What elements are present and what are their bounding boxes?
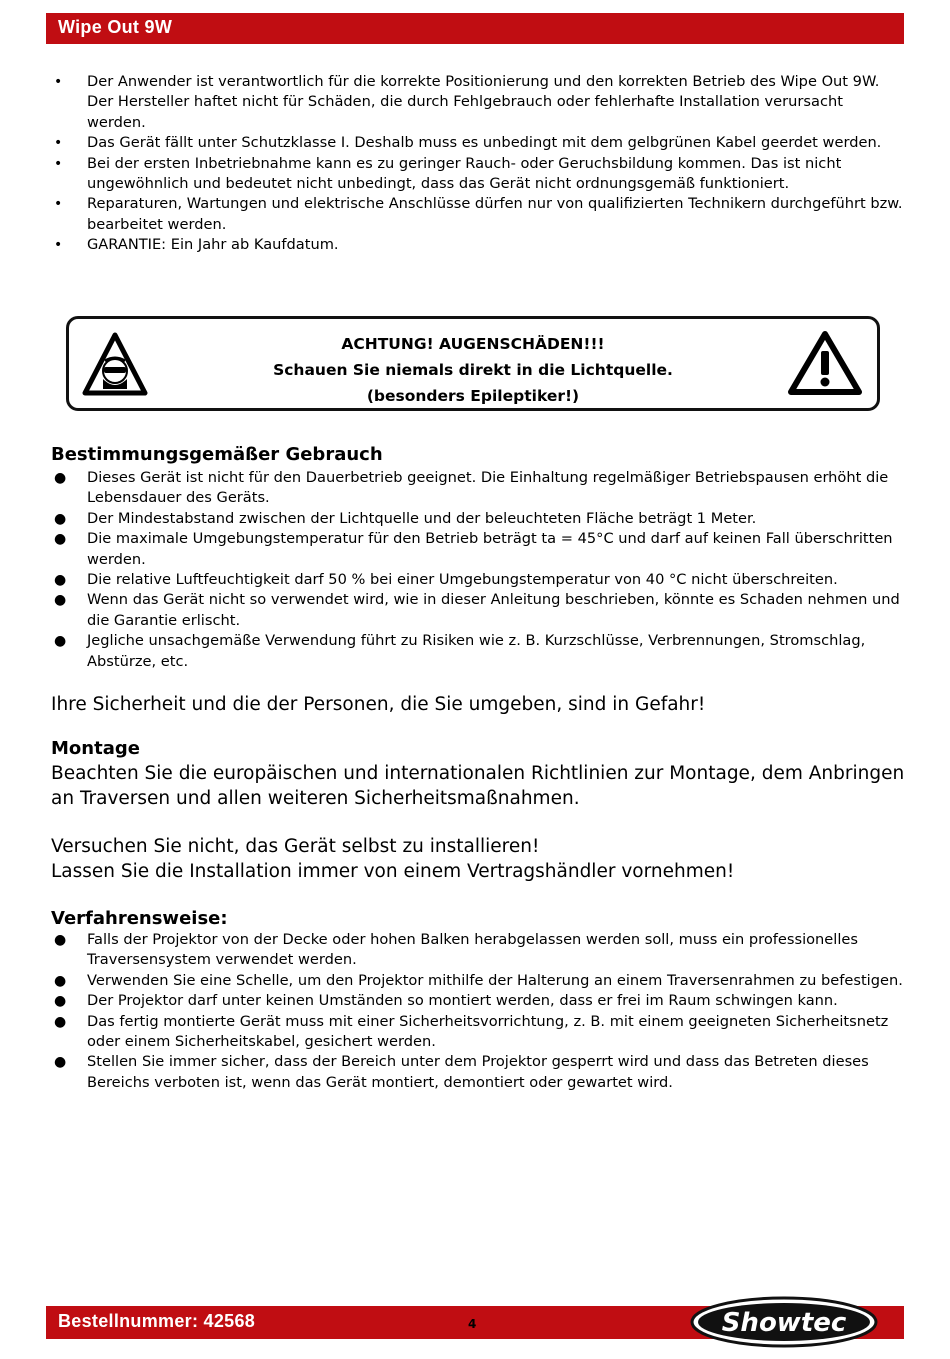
- warning-text: [69, 331, 877, 409]
- bullet-icon: ●: [54, 633, 67, 650]
- montage-paragraph-1: Beachten Sie die europäischen und internationalen Richtlinien zur Montage, dem Anbringen an Traversen und allen weiteren Sicherheitsmaßnahmen.: [51, 763, 905, 809]
- usage-bullet-list: [51, 468, 906, 672]
- list-item: ● Dieses Gerät ist nicht für den Dauerbetrieb geeignet. Die Einhaltung regelmäßiger Betriebspausen erhöht die Lebensdauer des Geräts.: [54, 469, 889, 507]
- list-item: ● Verwenden Sie eine Schelle, um den Projektor mithilfe der Halterung an einem Traversenrahmen zu befestigen.: [51, 971, 906, 991]
- bullet-icon: •: [54, 155, 63, 172]
- bullet-icon: •: [54, 196, 63, 213]
- bullet-icon: •: [54, 74, 63, 90]
- list-item: ● Wenn das Gerät nicht so verwendet wird, wie in dieser Anleitung beschrieben, könnte es Schaden nehmen und die Garantie erlischt.: [54, 591, 900, 629]
- warning-triangle-icon: [787, 329, 863, 401]
- usage-section: [51, 443, 906, 717]
- list-item: ● Stellen Sie immer sicher, dass der Bereich unter dem Projektor gesperrt wird und dass das Betreten dieses Bereichs verboten ist, wenn das Gerät montiert, demontiert oder gewartet wird.: [54, 1053, 869, 1091]
- order-number: Bestellnummer: 42568: [58, 1311, 256, 1331]
- procedure-heading: Verfahrensweise:: [51, 908, 228, 929]
- bullet-icon: ●: [54, 1054, 67, 1071]
- logo-text: Showtec: [721, 1308, 847, 1338]
- bullet-icon: ●: [54, 1013, 67, 1030]
- intro-section: [51, 72, 906, 256]
- header-bar: [46, 13, 904, 44]
- usage-heading: Bestimmungsgemäßer Gebrauch: [51, 444, 383, 465]
- montage-section: [51, 737, 906, 884]
- showtec-logo: [690, 1296, 878, 1348]
- warning-box: [66, 316, 880, 411]
- bullet-icon: ●: [54, 972, 67, 989]
- warning-line-2: Schauen Sie niemals direkt in die Lichtquelle.: [273, 361, 673, 379]
- montage-heading: Montage: [51, 738, 140, 759]
- page-number: 4: [468, 1317, 477, 1331]
- list-item: • GARANTIE: Ein Jahr ab Kaufdatum.: [51, 235, 906, 255]
- list-item: ● Die maximale Umgebungstemperatur für den Betrieb beträgt ta = 45°C und darf auf keinen Fall überschritten werden.: [54, 530, 893, 568]
- list-item: ● Der Mindestabstand zwischen der Lichtquelle und der beleuchteten Fläche beträgt 1 Meter.: [51, 509, 906, 529]
- list-item: • Der Anwender ist verantwortlich für die korrekte Positionierung und den korrekten Betrieb des Wipe Out 9W. Der Hersteller haftet nicht für Schäden, die durch Fehlgebrauch oder fehlerhafte Installation verursacht werden.: [54, 73, 880, 131]
- procedure-section: [51, 907, 906, 1093]
- list-item: ● Jegliche unsachgemäße Verwendung führt zu Risiken wie z. B. Kurzschlüsse, Verbrennungen, Stromschlag, Abstürze, etc.: [54, 632, 866, 670]
- safety-statement: Ihre Sicherheit und die der Personen, die Sie umgeben, sind in Gefahr!: [51, 694, 706, 716]
- list-item: • Das Gerät fällt unter Schutzklasse I. Deshalb muss es unbedingt mit dem gelbgrünen Kabel geerdet werden.: [51, 133, 906, 153]
- bullet-icon: ●: [54, 531, 67, 548]
- warning-line-3: (besonders Epileptiker!): [366, 387, 580, 405]
- bullet-icon: ●: [54, 932, 67, 948]
- page-title: Wipe Out 9W: [58, 17, 173, 37]
- list-item: ● Das fertig montierte Gerät muss mit einer Sicherheitsvorrichtung, z. B. mit einem geeigneten Sicherheitsnetz oder einem Sicherheitskabel, gesichert werden.: [54, 1012, 889, 1051]
- list-item: ● Der Projektor darf unter keinen Umständen so montiert werden, dass er frei im Raum schwingen kann.: [51, 991, 906, 1011]
- bullet-icon: ●: [54, 470, 67, 486]
- bullet-icon: ●: [54, 572, 67, 589]
- bullet-icon: •: [54, 135, 63, 152]
- montage-paragraph-2-line-2: Lassen Sie die Installation immer von einem Vertragshändler vornehmen!: [51, 861, 735, 882]
- bullet-icon: ●: [54, 592, 67, 609]
- intro-bullet-list: [51, 72, 906, 256]
- list-item: ● Die relative Luftfeuchtigkeit darf 50 % bei einer Umgebungstemperatur von 40 °C nicht überschreiten.: [51, 570, 906, 590]
- list-item: • Bei der ersten Inbetriebnahme kann es zu geringer Rauch- oder Geruchsbildung kommen. Das ist nicht ungewöhnlich und bedeutet nicht unbedingt, dass das Gerät nicht ordnungsgemäß funktioniert.: [54, 154, 842, 193]
- procedure-bullet-list: [51, 930, 906, 1093]
- bullet-icon: ●: [54, 993, 67, 1010]
- list-item: ● Falls der Projektor von der Decke oder hohen Balken herabgelassen werden soll, muss ein professionelles Traversensystem verwendet werden.: [54, 931, 858, 969]
- bullet-icon: ●: [54, 510, 67, 527]
- montage-paragraph-2-line-1: Versuchen Sie nicht, das Gerät selbst zu installieren!: [51, 836, 540, 857]
- warning-line-1: ACHTUNG! AUGENSCHÄDEN!!!: [341, 335, 605, 353]
- bullet-icon: •: [54, 237, 63, 254]
- list-item: • Reparaturen, Wartungen und elektrische Anschlüsse dürfen nur von qualifizierten Technikern durchgeführt bzw. bearbeitet werden.: [54, 195, 903, 233]
